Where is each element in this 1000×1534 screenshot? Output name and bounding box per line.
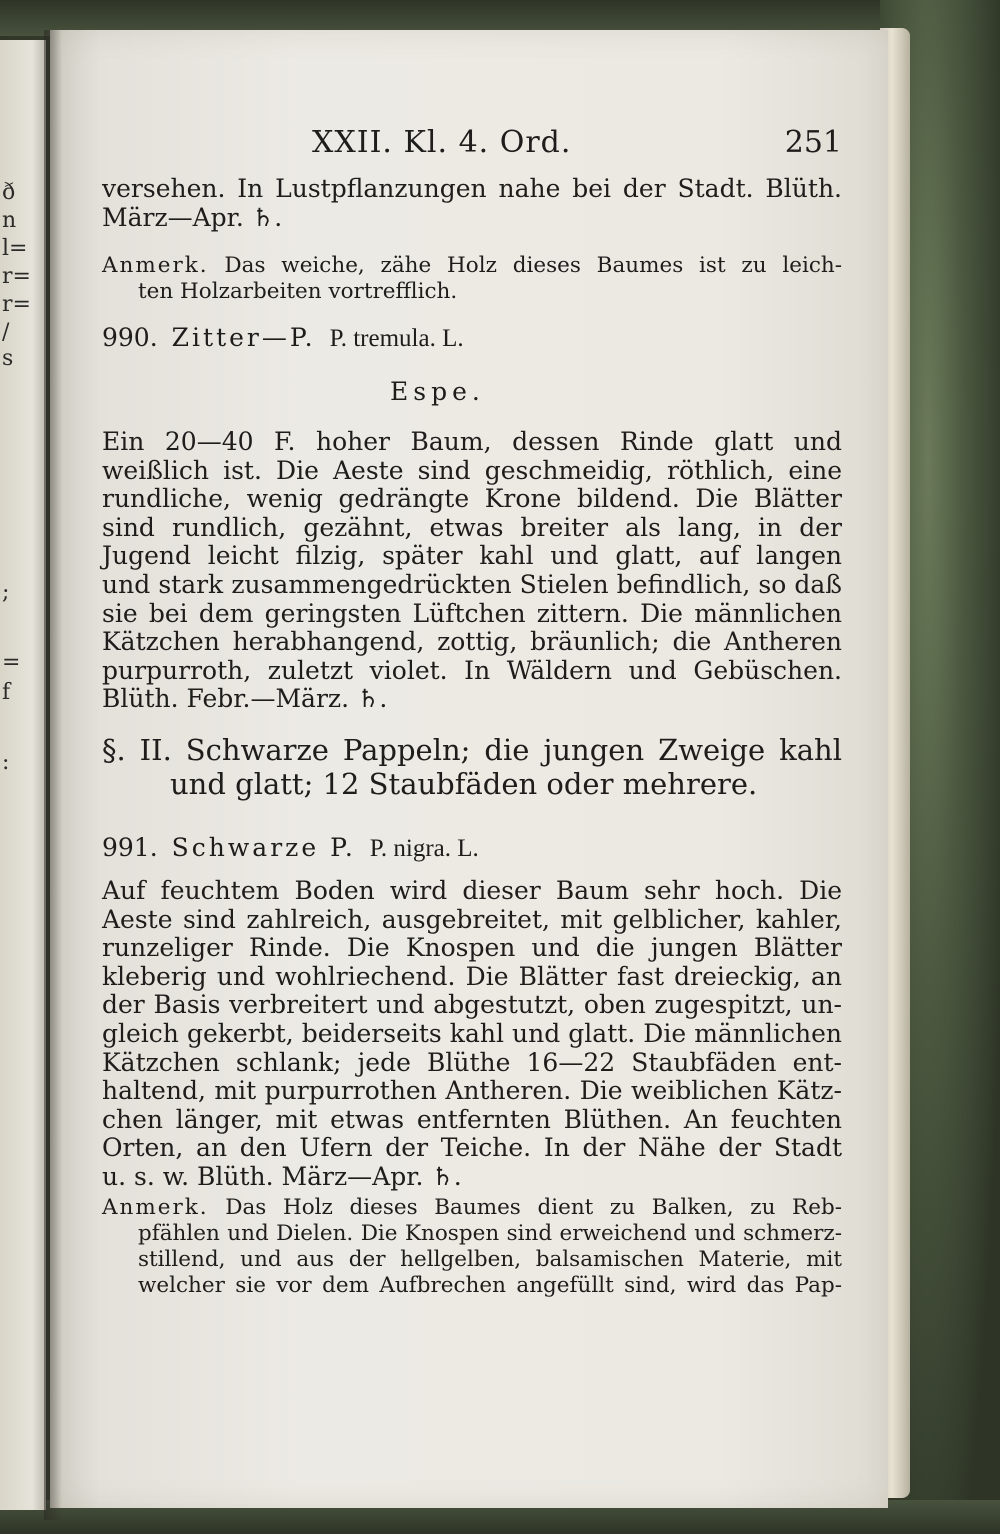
species-german-name: Zitter—P. <box>171 323 316 352</box>
species-number: 991. <box>102 833 158 862</box>
left-page-fragment: : <box>2 750 10 775</box>
text-line: Jugend leicht filzig, später kahl und glatt, auf langen <box>102 541 842 571</box>
note-line: ten Holzarbeiten vortrefflich. <box>138 279 458 304</box>
text-line: Aeste sind zahlreich, ausgebreitet, mit gelblicher, kahler, <box>102 904 842 934</box>
running-head <box>102 125 842 165</box>
text-line: haltend, mit purpurrothen Antheren. Die weiblichen Kätz- <box>102 1076 842 1106</box>
section-II-heading <box>102 733 842 801</box>
note-line <box>102 1195 842 1221</box>
section-line: und glatt; 12 Staubfäden oder mehrere. <box>170 767 758 801</box>
page-number: 251 <box>784 125 842 160</box>
text-line: und stark zusammengedrückten Stielen befindlich, so daß <box>102 569 842 599</box>
species-991-heading <box>102 833 479 863</box>
note-text: Das Holz dieses Baumes dient zu Balken, zu Reb- <box>225 1195 842 1220</box>
note-1 <box>102 253 842 305</box>
text-line: rundliche, wenig gedrängte Krone bildend. Die Blätter <box>102 484 842 514</box>
text-line: gleich gekerbt, beiderseits kahl und glatt. Die männlichen <box>102 1018 842 1048</box>
text-line: u. s. w. Blüth. März—Apr. ♄. <box>102 1161 462 1191</box>
left-page-fragment: ; <box>2 580 10 605</box>
note-text: Das weiche, zähe Holz dieses Baumes ist zu leich- <box>224 253 842 278</box>
left-page-fragment: r= <box>2 292 31 317</box>
running-head-title: XXII. Kl. 4. Ord. <box>312 125 572 160</box>
note-lead: Anmerk. <box>102 253 209 278</box>
note-2 <box>102 1195 842 1299</box>
note-line: welcher sie vor dem Aufbrechen angefüllt sind, wird das Pap- <box>138 1273 842 1298</box>
note-line: stillend, und aus der hellgelben, balsamischen Materie, mit <box>138 1247 842 1272</box>
text-line: März—Apr. ♄. <box>102 202 283 232</box>
text-line: Blüth. Febr.—März. ♄. <box>102 684 388 714</box>
left-page-fragment: f <box>2 680 11 705</box>
species-990-common-name: Espe. <box>390 377 485 406</box>
text-line: purpurroth, zuletzt violet. In Wäldern und Gebüschen. <box>102 655 842 685</box>
species-number: 990. <box>102 323 158 352</box>
species-latin-name: P. tremula. L. <box>329 325 464 352</box>
text-line: weißlich ist. Die Aeste sind geschmeidig, röthlich, eine <box>102 455 842 485</box>
left-facing-page <box>0 40 46 1510</box>
text-line: Ein 20—40 F. hoher Baum, dessen Rinde glatt und <box>102 427 842 456</box>
text-line: Kätzchen herabhangend, zottig, bräunlich; die Antheren <box>102 627 842 657</box>
text-line: der Basis verbreitert und abgestutzt, oben zugespitzt, un- <box>102 990 842 1020</box>
section-line: §. II. Schwarze Pappeln; die jungen Zweige kahl <box>102 733 842 767</box>
text-line: chen länger, mit etwas entfernten Blüthen. An feuchten <box>102 1104 842 1134</box>
text-line: runzeliger Rinde. Die Knospen und die jungen Blätter <box>102 933 842 963</box>
note-line: pfählen und Dielen. Die Knospen sind erweichend und schmerz- <box>138 1221 842 1246</box>
left-page-fragment: n <box>2 208 17 233</box>
species-german-name: Schwarze P. <box>171 833 356 862</box>
text-line: sind rundlich, gezähnt, etwas breiter als lang, in der <box>102 512 842 542</box>
left-page-fragment: / <box>2 320 10 345</box>
text-line: Auf feuchtem Boden wird dieser Baum sehr hoch. Die <box>102 876 842 905</box>
text-line: Kätzchen schlank; jede Blüthe 16—22 Staubfäden ent- <box>102 1047 842 1077</box>
description-990 <box>102 428 842 714</box>
gutter-shadow <box>44 30 62 1520</box>
text-line: kleberig und wohlriechend. Die Blätter fast dreieckig, an <box>102 961 842 991</box>
book-page <box>50 30 888 1508</box>
text-line: sie bei dem geringsten Lüftchen zittern. Die männlichen <box>102 598 842 628</box>
left-page-fragment: ð <box>2 180 16 205</box>
entry-989-tail <box>102 175 842 232</box>
text-line: versehen. In Lustpflanzungen nahe bei der Stadt. Blüth. <box>102 174 842 203</box>
left-page-fragment: l= <box>2 236 28 261</box>
species-latin-name: P. nigra. L. <box>369 835 479 862</box>
left-page-fragment: s <box>2 346 14 371</box>
note-line <box>102 253 842 279</box>
note-lead: Anmerk. <box>102 1195 209 1220</box>
species-990-heading <box>102 323 464 353</box>
text-line: Orten, an den Ufern der Teiche. In der Nähe der Stadt <box>102 1133 842 1163</box>
left-page-fragment: = <box>2 650 21 675</box>
description-991 <box>102 877 842 1192</box>
left-page-fragment: r= <box>2 264 31 289</box>
